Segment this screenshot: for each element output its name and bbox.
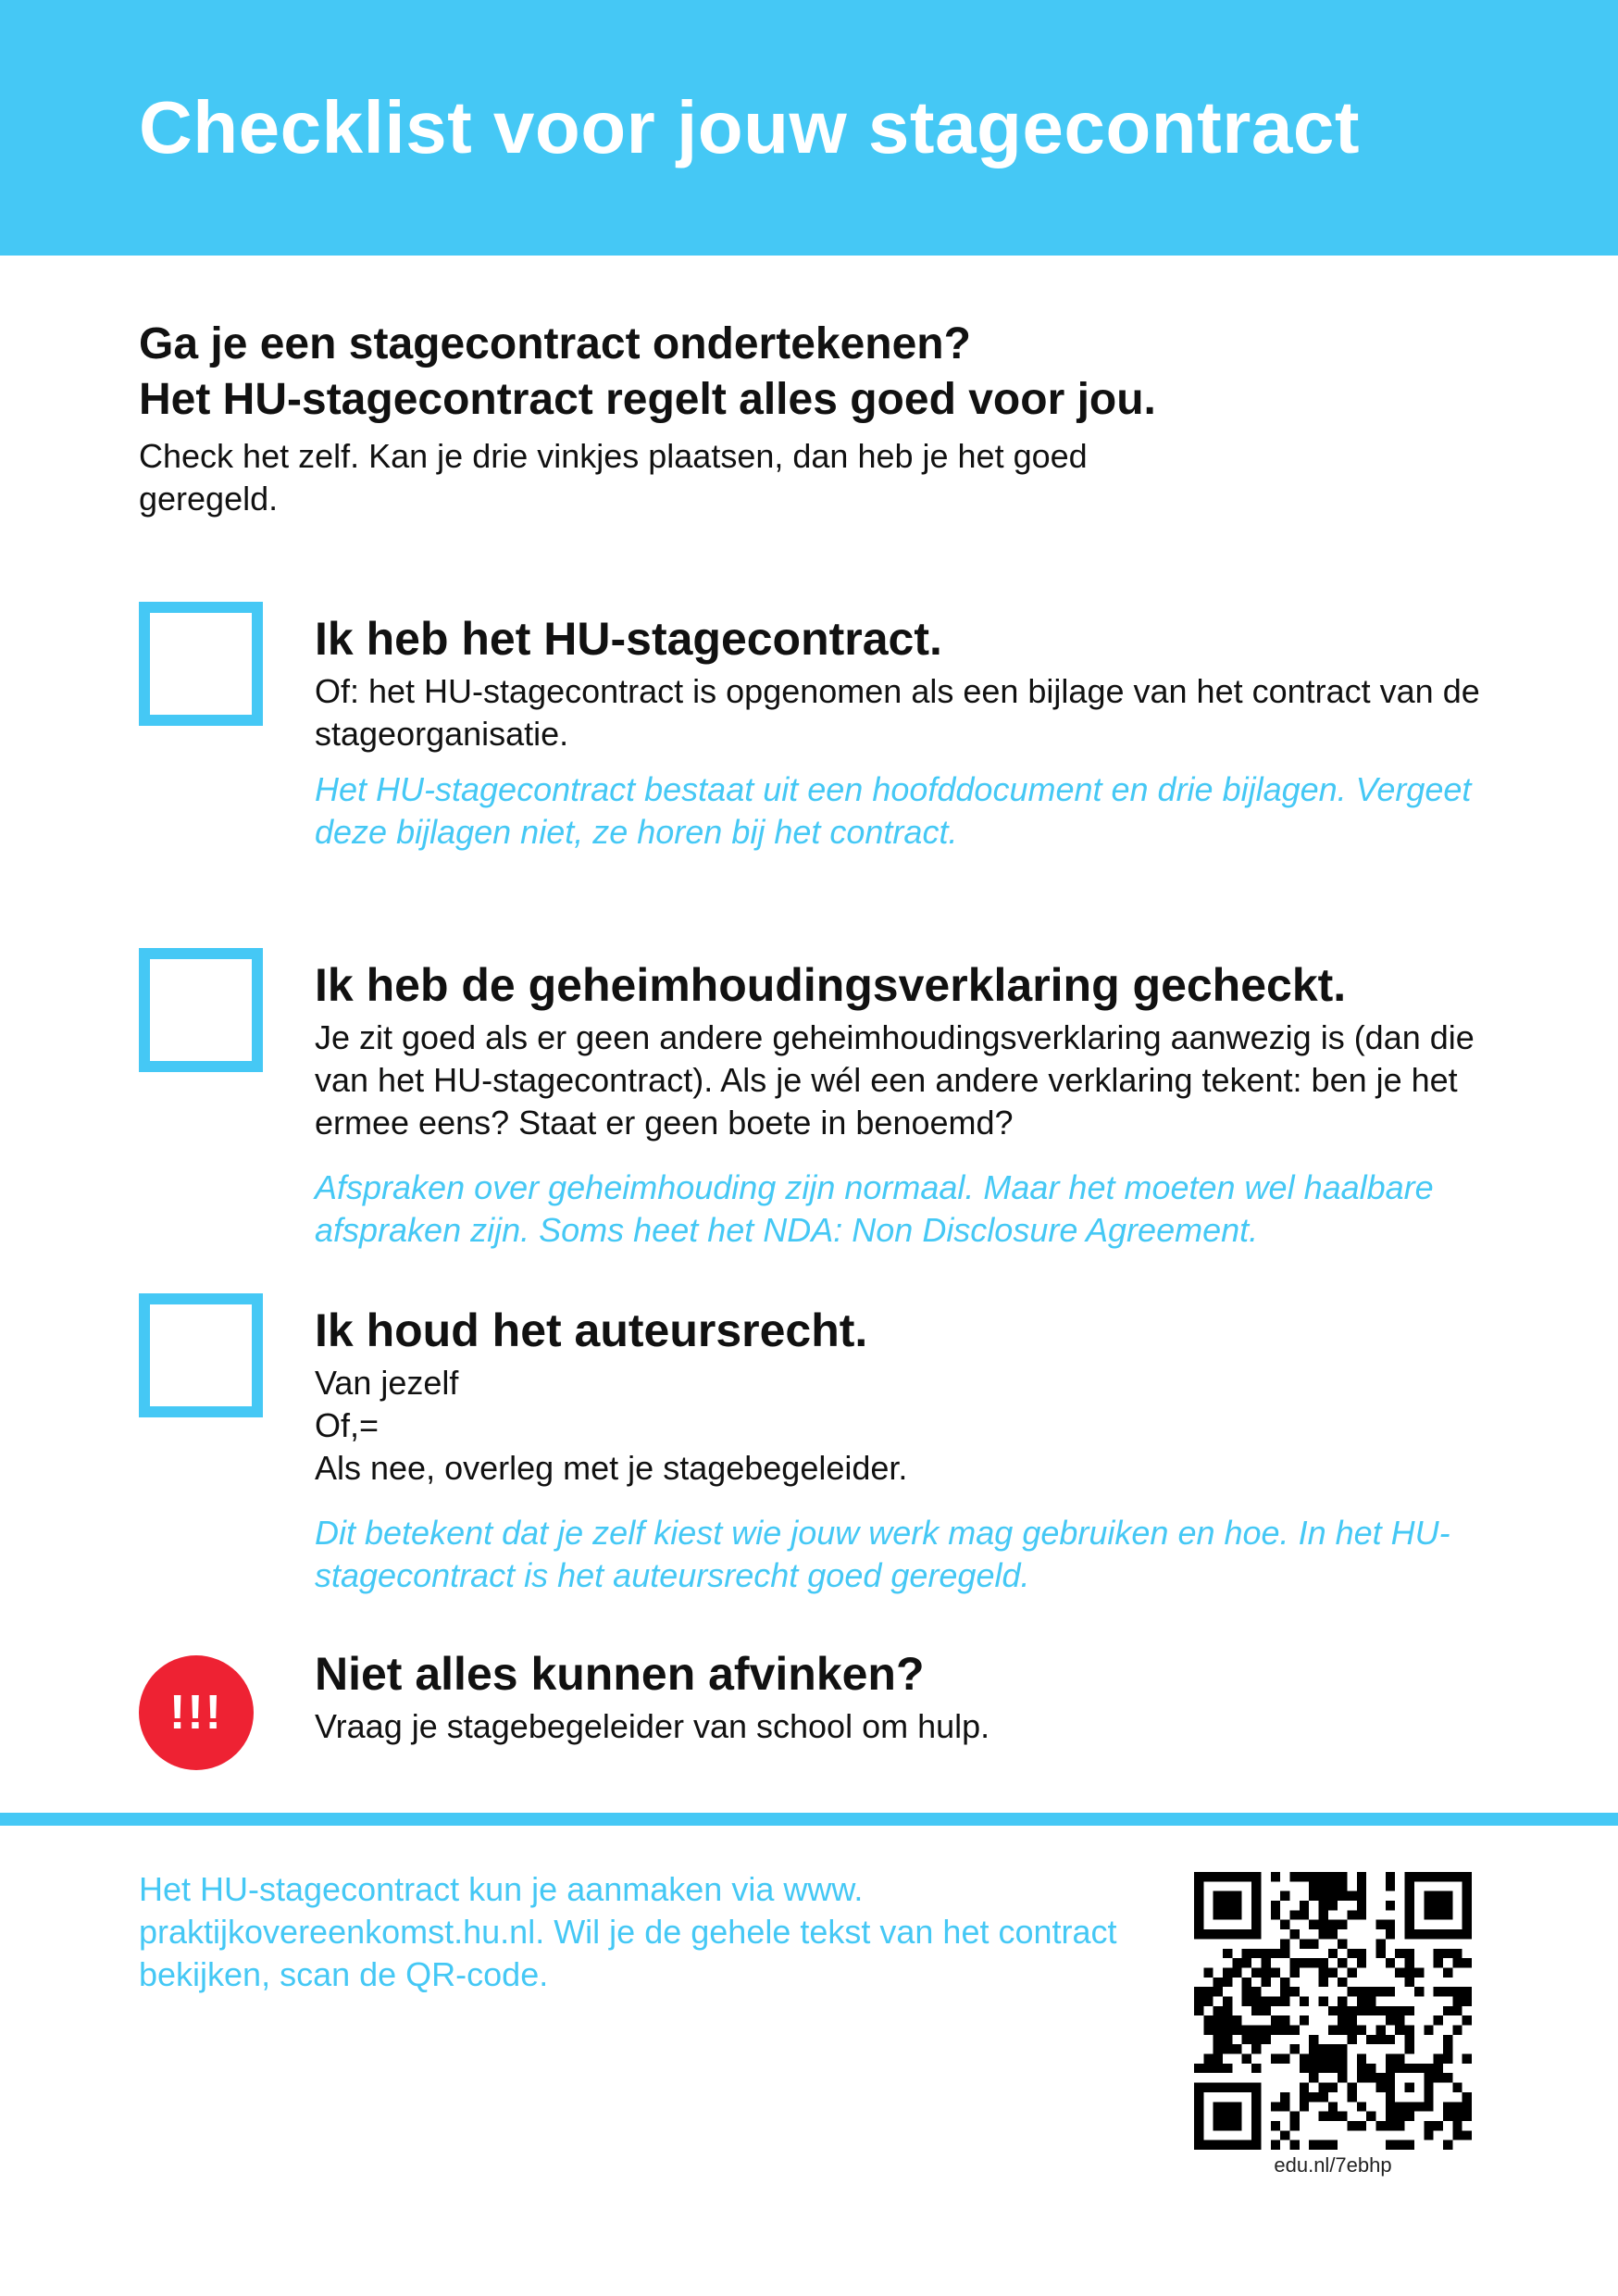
checklist-item-body [315, 611, 1490, 854]
checklist-item-note: Dit betekent dat je zelf kiest wie jouw werk mag gebruiken en hoe. In het HU-stagecontract is het auteursrecht goed geregeld. [315, 1514, 1450, 1594]
qr-caption[interactable]: edu.nl/7ebhp [1274, 2153, 1392, 2177]
checklist-item-title: Ik houd het auteursrecht. [315, 1304, 868, 1356]
warning-title: Niet alles kunnen afvinken? [315, 1648, 925, 1700]
checkbox-contract[interactable] [139, 602, 263, 726]
footer-text: Het HU-stagecontract kun je aanmaken via www. praktijkovereenkomst.hu.nl. Wil je de gehele tekst van het contract bekijken, scan de QR-code. [139, 1870, 1117, 1993]
checklist-item-note: Afspraken over geheimhouding zijn normaal. Maar het moeten wel haalbare afspraken zijn. Soms heet het NDA: Non Disclosure Agreement. [315, 1168, 1434, 1249]
intro-heading-line2: Het HU-stagecontract regelt alles goed voor jou. [139, 375, 1156, 424]
checklist-item-note: Het HU-stagecontract bestaat uit een hoofddocument en drie bijlagen. Vergeet deze bijlagen niet, ze horen bij het contract. [315, 770, 1472, 851]
intro-section [139, 317, 1342, 520]
intro-text: Check het zelf. Kan je drie vinkjes plaatsen, dan heb je het goed geregeld. [139, 437, 1088, 518]
checklist-item-description: Of: het HU-stagecontract is opgenomen als een bijlage van het contract van de stageorganisatie. [315, 672, 1480, 753]
checklist-item-body [315, 957, 1490, 1252]
checklist-item-description [315, 1362, 1490, 1490]
checklist-item-description: Je zit goed als er geen andere geheimhoudingsverklaring aanwezig is (dan die van het HU-stagecontract). Als je wél een andere verklaring tekent: ben je het ermee eens? Staat er geen boete in benoemd? [315, 1018, 1475, 1142]
checklist-item-title: Ik heb het HU-stagecontract. [315, 613, 942, 665]
checkbox-nda[interactable] [139, 948, 263, 1072]
warning-body [315, 1646, 1490, 1748]
checklist-item-title: Ik heb de geheimhoudingsverklaring gecheckt. [315, 959, 1347, 1011]
checkbox-copyright[interactable] [139, 1293, 263, 1417]
intro-heading-line1: Ga je een stagecontract ondertekenen? [139, 319, 971, 368]
description-line: Of,= [315, 1406, 380, 1444]
checklist-item-body [315, 1303, 1490, 1597]
warning-text: Vraag je stagebegeleider van school om hulp. [315, 1707, 990, 1745]
intro-heading [139, 317, 1342, 428]
qr-code[interactable] [1194, 1872, 1472, 2150]
header-banner [0, 0, 1618, 256]
page-title: Checklist voor jouw stagecontract [139, 86, 1361, 168]
warning-icon: !!! [139, 1655, 254, 1770]
footer-divider [0, 1813, 1618, 1826]
description-line: Als nee, overleg met je stagebegeleider. [315, 1449, 908, 1487]
description-line: Van jezelf [315, 1364, 459, 1402]
